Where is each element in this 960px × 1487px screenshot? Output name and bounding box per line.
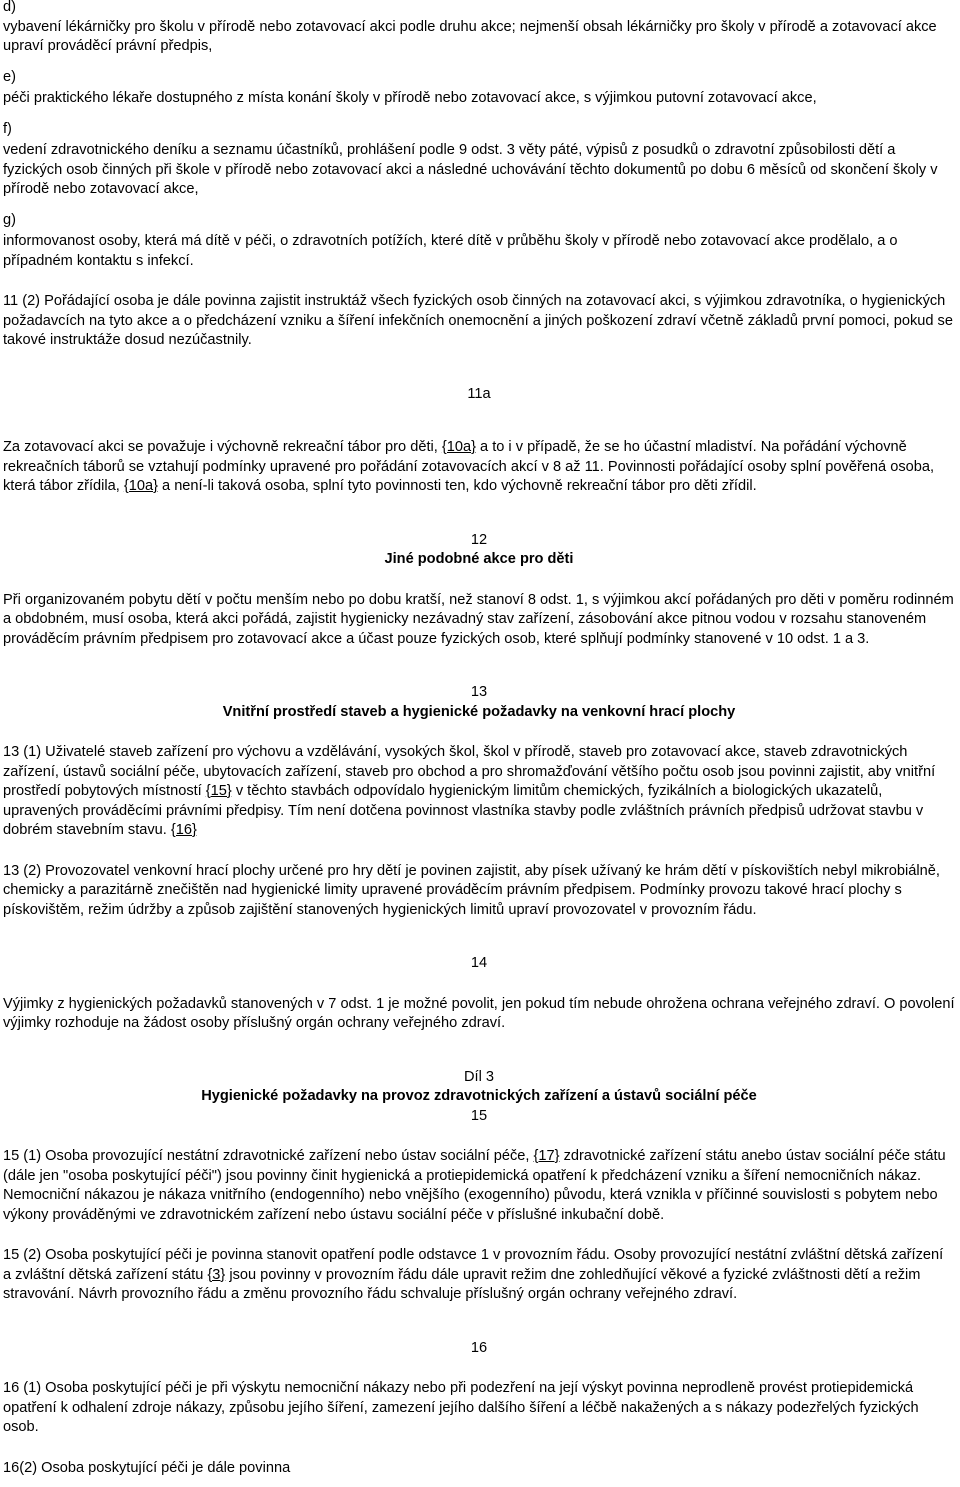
footnote-link-17[interactable]: {17} bbox=[533, 1148, 560, 1164]
paragraph-15-1 bbox=[3, 1147, 955, 1225]
paragraph-11-2: 11 (2) Pořádající osoba je dále povinna zajistit instruktáž všech fyzických osob činných na zotavovací akci, s výjimkou zdravotníka, o hygienických požadavcích na tyto akce a o předcházení vzniku a šíření infekčních onemocnění a jiných poškození zdraví včetně základů první pomoci, pokud se takové instruktáže dosud nezúčastnily. bbox=[3, 293, 953, 348]
section-14-text: Výjimky z hygienických požadavků stanovených v 7 odst. 1 je možné povolit, jen pokud tím nebude ohrožena ochrana veřejného zdraví. O povolení výjimky rozhoduje na žádost osoby příslušný orgán ochrany veřejného zdraví. bbox=[3, 995, 955, 1031]
section-12-title: Jiné podobné akce pro děti bbox=[384, 551, 574, 567]
item-g-text: informovanost osoby, která má dítě v péči, o zdravotních potížích, které dítě v průběhu školy v přírodě nebo zotavovací akce prodělalo, a o případném kontaktu s infekcí. bbox=[3, 233, 898, 269]
paragraph-16-1: 16 (1) Osoba poskytující péči je při výskytu nemocniční nákazy nebo při podezření na její výskyt povinna neprodleně provést protiepidemická opatření k odhalení zdroje nákazy, způsobu jejího šíření, zamezení jejího dalšího šíření a léčbě nakažených a s nákazy podezřelých fyzických osob. bbox=[3, 1380, 919, 1435]
item-g-label: g) bbox=[3, 211, 16, 228]
footnote-link-15[interactable]: {15} bbox=[205, 783, 232, 799]
paragraph-13-1 bbox=[3, 743, 955, 841]
section-12-heading: 12 bbox=[470, 531, 488, 548]
item-d-label: d) bbox=[3, 0, 16, 15]
part-3-title: Hygienické požadavky na provoz zdravotnických zařízení a ústavů sociální péče bbox=[201, 1088, 757, 1104]
section-13-heading: 13 bbox=[470, 684, 488, 700]
item-e-label: e) bbox=[3, 68, 16, 85]
section-14-heading: 14 bbox=[470, 955, 488, 971]
section-11a-heading: 11a bbox=[467, 385, 491, 402]
text-run: a to i v případě, že se ho účastní mladiství. Na pořádání výchovně rekreačních táborů se vztahují podmínky upravené pro pořádání zotavovacích akcí v 8 až 11. Povinnosti pořádající osoby splní pověřená osoba, která tábor zřídila, bbox=[3, 439, 935, 494]
item-f-text: vedení zdravotnického deníku a seznamu účastníků, prohlášení podle 9 odst. 3 věty páté, výpisů z posudků o zdravotní způsobilosti dětí a fyzických osob činných při škole v přírodě nebo zotavovací akci a následné uchovávání těchto dokumentů po dobu 6 měsíců od skončení školy v přírodě nebo zotavovací akce, bbox=[3, 142, 938, 197]
section-11a-text bbox=[3, 438, 955, 497]
paragraph-15-2 bbox=[3, 1246, 955, 1305]
section-13-title: Vnitřní prostředí staveb a hygienické požadavky na venkovní hrací plochy bbox=[222, 703, 736, 720]
text-run: 13 (1) Uživatelé staveb zařízení pro výchovu a vzdělávání, vysokých škol, škol v přírodě, staveb pro zotavovací akce, staveb zdravotnických zařízení, ústavů sociální péče, ubytovacích zařízení, staveb pro obchod a pro shromažďování většího počtu osob jsou povinni zajistit, aby vnitřní prostředí pobytových místností bbox=[3, 744, 936, 799]
text-run: 15 (1) Osoba provozující nestátní zdravotnické zařízení nebo ústav sociální péče, bbox=[3, 1148, 534, 1164]
footnote-link-10a[interactable]: {10a} bbox=[441, 439, 476, 455]
item-d-text: vybavení lékárničky pro školu v přírodě nebo zotavovací akci podle druhu akce; nejmenší obsah lékárničky pro školy v přírodě a zotavovací akce upraví prováděcí právní předpis, bbox=[3, 18, 937, 54]
paragraph-13-2: 13 (2) Provozovatel venkovní hrací plochy určené pro hry dětí je povinen zajistit, aby písek užívaný ke hrám dětí v pískovištích nebyl mikrobiálně, chemicky a parazitárně znečištěn nad hygienické limity upravené prováděcím právním předpisem. Podmínky provozu takové hrací plochy s pískovištěm, režim údržby a způsob zajištění stanovených hygienických limitů upraví provozovatel v provozním řádu. bbox=[3, 862, 940, 918]
section-16-heading: 16 bbox=[470, 1339, 488, 1356]
text-run: Za zotavovací akci se považuje i výchovně rekreační tábor pro děti, bbox=[3, 439, 442, 455]
text-run: v těchto stavbách odpovídalo hygienickým limitům chemických, fyzikálních a biologických ukazatelů, upravených prováděcími právními předpisy. Tím není dotčena povinnost vlastníka stavby podle zvláštních právních předpisů udržovat stavbu v dobrém stavebním stavu. bbox=[3, 783, 924, 838]
text-run: a není-li taková osoba, splní tyto povinnosti ten, kdo výchovně rekreační tábor pro děti zřídil. bbox=[157, 478, 757, 494]
footnote-link-10a[interactable]: {10a} bbox=[123, 478, 158, 494]
section-12-text: Při organizovaném pobytu dětí v počtu menším nebo po dobu kratší, než stanoví 8 odst. 1, s výjimkou akcí pořádaných pro děti v poměru rodinném a obdobném, musí osoba, která akci pořádá, zajistit hygienicky nezávadný stav zařízení, zásobování akce pitnou vodou v rozsahu stanoveném prováděcím právním předpisem pro zotavovací akce a účast pouze fyzických osob, které splňují podmínky stanovené v 10 odst. 1 a 3. bbox=[3, 591, 954, 647]
document-page bbox=[3, 0, 955, 1478]
paragraph-16-2: 16(2) Osoba poskytující péči je dále povinna bbox=[3, 1459, 291, 1476]
footnote-link-3[interactable]: {3} bbox=[207, 1266, 226, 1283]
item-e-text: péči praktického lékaře dostupného z místa konání školy v přírodě nebo zotavovací akce, s výjimkou putovní zotavovací akce, bbox=[3, 90, 817, 106]
text-run: zdravotnické zařízení státu anebo ústav sociální péče státu (dále jen "osoba poskytující péči") jsou povinny činit hygienická a protiepidemická opatření k předcházení vzniku a šíření nemocničních nákaz. Nemocniční nákazou je nákaza vnitřního (endogenního) nebo vnějšího (exogenního) původu, která vznikla v příčinné souvislosti s pobytem nebo výkony prováděnými ve zdravotnickém zařízení nebo ústavu sociální péče v příslušné inkubační době. bbox=[3, 1148, 946, 1223]
footnote-link-16[interactable]: {16} bbox=[170, 822, 197, 838]
text-run: 15 (2) Osoba poskytující péči je povinna stanovit opatření podle odstavce 1 v provozním řádu. Osoby provozující nestátní zvláštní dětská zařízení a zvláštní dětská zařízení státu bbox=[3, 1247, 944, 1283]
text-run: jsou povinny v provozním řádu dále upravit režim dne zohledňující věkové a fyzické zvláštnosti dětí a režim stravování. Návrh provozního řádu a změnu provozního řádu schvaluje příslušný orgán ochrany veřejného zdraví. bbox=[3, 1266, 921, 1302]
part-3-label: Díl 3 bbox=[463, 1068, 494, 1085]
section-15-heading: 15 bbox=[470, 1107, 488, 1124]
item-f-label: f) bbox=[3, 120, 12, 137]
